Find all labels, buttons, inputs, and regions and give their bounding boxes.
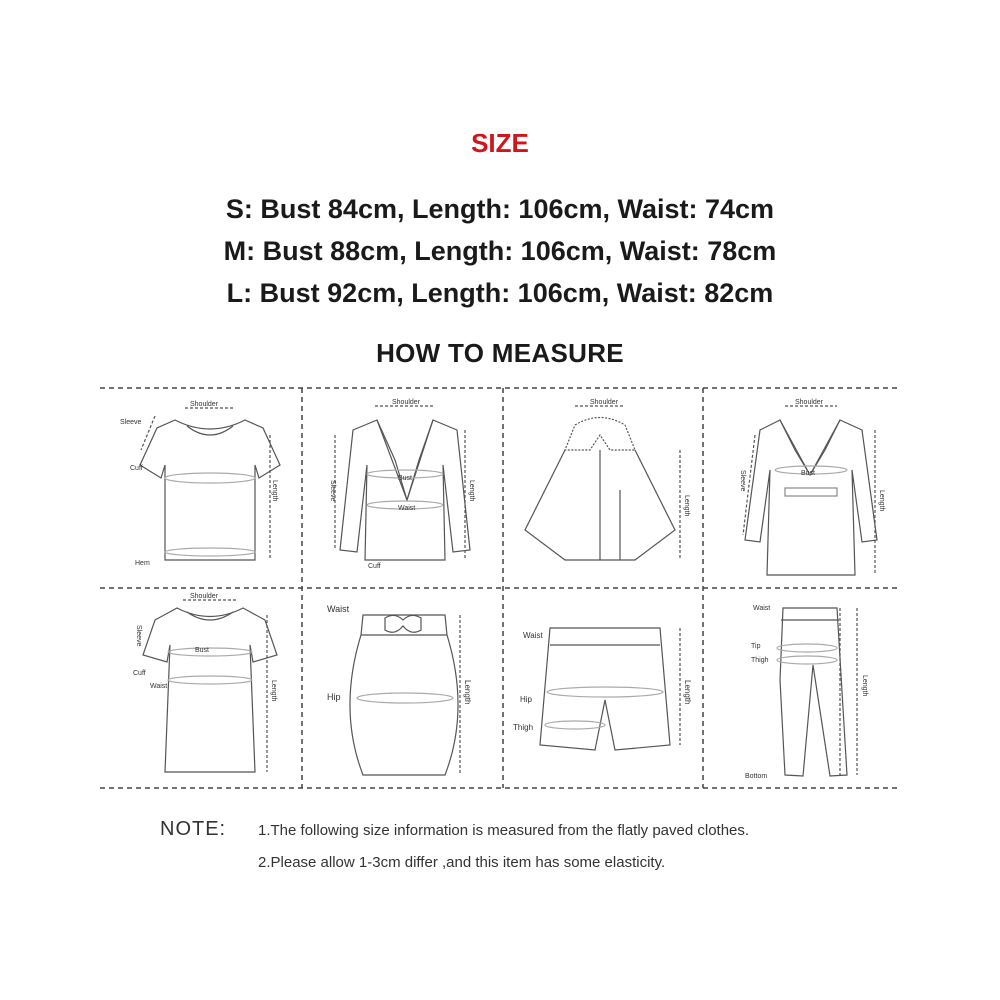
size-list [0, 188, 1000, 314]
measure-diagram-grid [95, 380, 905, 800]
trousers-tip-label: Tip [751, 643, 761, 650]
tshirt-cuff-label: Cuff [130, 465, 143, 472]
size-line-s: S: Bust 84cm, Length: 106cm, Waist: 74cm [225, 194, 775, 224]
coat-length-label: Length [878, 490, 885, 512]
blazer-diagram [335, 406, 470, 560]
shorts-hip-label: Hip [520, 695, 533, 704]
size-title: SIZE [471, 128, 529, 158]
note-label: NOTE: [160, 818, 227, 840]
size-line-m: M: Bust 88cm, Length: 106cm, Waist: 78cm [223, 236, 777, 266]
shorts-thigh-label: Thigh [513, 723, 534, 732]
shorts-diagram [540, 628, 680, 750]
skirt-waist-label: Waist [327, 604, 350, 614]
coat-bust-label: Bust [801, 470, 816, 477]
coat-sleeve-label: Sleeve [739, 470, 746, 492]
trousers-thigh-label: Thigh [751, 657, 769, 664]
blazer-waist-label: Waist [398, 505, 416, 512]
dress-bust-label: Bust [195, 647, 210, 654]
size-line-l: L: Bust 92cm, Length: 106cm, Waist: 82cm [226, 278, 774, 308]
blazer-bust-label: Bust [398, 475, 413, 482]
long-coat-diagram [743, 406, 877, 575]
dress-cuff-label: Cuff [133, 670, 146, 677]
dress-length-label: Length [270, 680, 277, 702]
skirt-length-label: Length [463, 680, 472, 705]
dress-sleeve-label: Sleeve [135, 625, 142, 647]
coat-shoulder-label: Shoulder [795, 399, 824, 406]
note-line-2: 2.Please allow 1-3cm differ ,and this item has some elasticity. [258, 854, 666, 871]
tshirt-sleeve-label: Sleeve [120, 419, 142, 426]
trousers-diagram [777, 608, 857, 776]
cape-length-label: Length [683, 495, 690, 517]
dress-shoulder-label: Shoulder [190, 593, 219, 600]
skirt-diagram [350, 615, 460, 775]
shorts-waist-label: Waist [523, 631, 543, 640]
blazer-length-label: Length [468, 480, 475, 502]
how-to-measure-title: HOW TO MEASURE [376, 338, 624, 368]
dress-waist-label: Waist [150, 683, 168, 690]
trousers-length-label: Length [861, 675, 868, 697]
tshirt-length-label: Length [271, 480, 278, 502]
tshirt-diagram [140, 408, 280, 560]
cape-shoulder-label: Shoulder [590, 399, 619, 406]
tshirt-shoulder-label: Shoulder [190, 401, 219, 408]
tshirt-hem-label: Hem [135, 560, 150, 567]
trousers-bottom-label: Bottom [745, 773, 768, 780]
shorts-length-label: Length [683, 680, 692, 705]
blazer-shoulder-label: Shoulder [392, 399, 421, 406]
cape-coat-diagram [525, 406, 680, 560]
blazer-cuff-label: Cuff [368, 563, 381, 570]
blazer-sleeve-label: Sleeve [329, 480, 336, 502]
trousers-waist-label: Waist [753, 605, 771, 612]
note-line-1: 1.The following size information is measured from the flatly paved clothes. [258, 822, 750, 839]
skirt-hip-label: Hip [327, 692, 341, 702]
